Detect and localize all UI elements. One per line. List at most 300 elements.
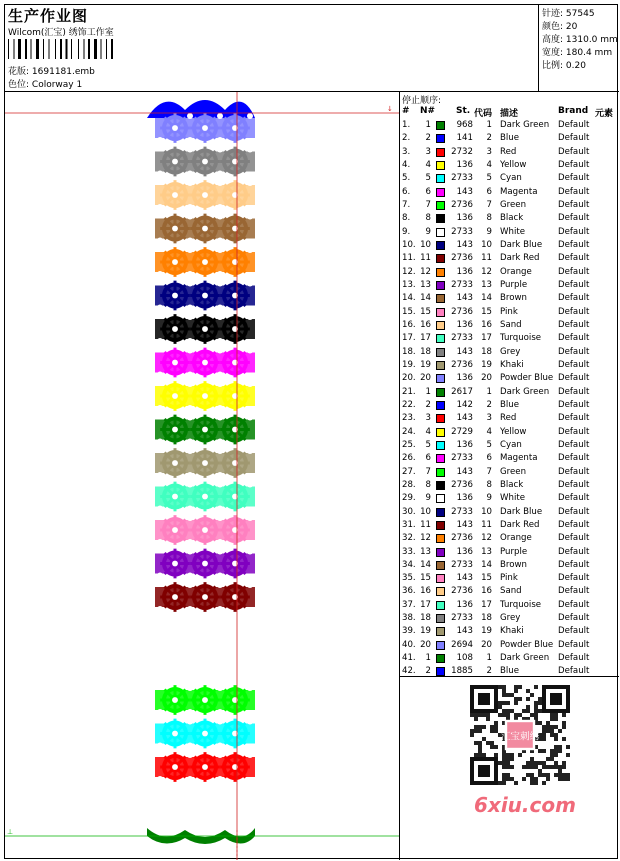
color-swatch-icon [436,174,445,183]
color-swatch-icon [436,587,445,596]
row-code: 20 [481,639,492,650]
row-stitches: 143 [456,626,473,637]
row-code: 9 [486,493,492,504]
row-description: Dark Red [500,253,540,264]
svg-text:汇宝刺绣: 汇宝刺绣 [500,731,540,743]
col-code: 代码 [474,109,493,119]
color-swatch-icon [436,521,445,530]
design-preview [5,91,400,860]
row-code: 15 [481,573,492,584]
motif-band [155,482,255,512]
table-row [400,332,619,345]
color-swatch-icon [436,414,445,423]
row-needle: 20 [420,373,431,384]
row-code: 12 [481,266,492,277]
row-stitches: 108 [456,653,473,664]
row-seq: 37. [402,599,416,610]
row-description: Grey [500,346,521,357]
row-brand: Default [558,426,590,437]
row-code: 16 [481,319,492,330]
row-stitches: 143 [456,239,473,250]
row-seq: 39. [402,626,416,637]
table-row [400,572,619,585]
table-row [400,119,619,132]
row-seq: 1. [402,120,411,130]
row-brand: Default [558,453,590,464]
row-seq: 38. [402,613,416,624]
row-seq: 21. [402,386,416,397]
row-seq: 7. [402,199,411,210]
color-swatch-icon [436,388,445,397]
svg-text:⊥: ⊥ [7,828,14,836]
row-stitches: 2729 [451,426,473,437]
row-stitches: 143 [456,466,473,477]
row-needle: 12 [420,533,431,544]
table-row [400,172,619,185]
row-seq: 12. [402,266,416,277]
row-stitches: 136 [456,213,473,224]
table-row [400,479,619,492]
row-code: 9 [486,226,492,237]
col-stitches: St. [456,106,471,116]
row-brand: Default [558,506,590,517]
row-brand: Default [558,279,590,290]
row-description: White [500,493,525,504]
row-needle: 1 [425,653,431,664]
row-brand: Default [558,253,590,264]
row-description: Black [500,213,524,224]
row-needle: 6 [425,453,431,464]
row-needle: 19 [420,359,431,370]
table-row [400,359,619,372]
table-row [400,519,619,532]
row-code: 8 [486,479,492,490]
row-code: 4 [486,159,492,170]
row-brand: Default [558,146,590,157]
row-seq: 29. [402,493,416,504]
motif-band [155,582,255,612]
row-stitches: 2694 [451,639,473,650]
row-needle: 5 [425,173,431,184]
row-code: 18 [481,613,492,624]
row-needle: 15 [420,306,431,317]
row-seq: 19. [402,359,416,370]
row-brand: Default [558,293,590,304]
color-swatch-icon [436,188,445,197]
motif-band [155,685,255,715]
embroidery-preview-icon [5,92,400,860]
row-needle: 14 [420,293,431,304]
row-description: Red [500,146,517,157]
table-row [400,546,619,559]
row-brand: Default [558,319,590,330]
row-seq: 11. [402,253,416,264]
row-needle: 9 [425,226,431,237]
row-stitches: 143 [456,346,473,357]
row-brand: Default [558,213,590,224]
motif-band [155,214,255,244]
row-stitches: 2736 [451,306,473,317]
row-stitches: 136 [456,159,473,170]
color-swatch-icon [436,134,445,143]
table-row [400,212,619,225]
row-code: 10 [481,239,492,250]
col-brand: Brand [558,106,589,116]
color-swatch-icon [436,454,445,463]
table-row [400,266,619,279]
table-row [400,226,619,239]
row-seq: 33. [402,546,416,557]
row-needle: 15 [420,573,431,584]
row-needle: 17 [420,333,431,344]
table-row [400,146,619,159]
color-swatch-icon [436,321,445,330]
row-seq: 13. [402,279,416,290]
row-description: Khaki [500,626,524,637]
row-seq: 5. [402,173,411,184]
row-needle: 16 [420,319,431,330]
motif-band [155,348,255,378]
row-brand: Default [558,599,590,610]
color-swatch-icon [436,614,445,623]
row-code: 14 [481,559,492,570]
motif-band [155,147,255,177]
row-brand: Default [558,613,590,624]
row-stitches: 143 [456,413,473,424]
row-description: Brown [500,293,527,304]
row-code: 8 [486,213,492,224]
table-row [400,492,619,505]
row-description: Dark Green [500,653,550,664]
row-stitches: 2733 [451,226,473,237]
table-body [400,119,619,679]
row-stitches: 2733 [451,279,473,290]
row-needle: 12 [420,266,431,277]
table-row [400,639,619,652]
table-row [400,532,619,545]
company-name: Wilcom(汇宝) 绣饰工作室 [8,28,114,38]
row-needle: 8 [425,479,431,490]
row-description: Turquoise [500,599,542,610]
row-description: Cyan [500,173,522,184]
row-code: 13 [481,546,492,557]
row-stitches: 2736 [451,253,473,264]
row-brand: Default [558,639,590,650]
row-description: Sand [500,586,522,597]
table-header [400,106,619,118]
row-description: Powder Blue [500,639,554,650]
row-description: Dark Red [500,519,540,530]
row-needle: 10 [420,239,431,250]
row-seq: 28. [402,479,416,490]
header [5,5,538,91]
row-needle: 5 [425,439,431,450]
row-description: Blue [500,399,520,410]
color-swatch-icon [436,348,445,357]
row-code: 12 [481,533,492,544]
table-row [400,452,619,465]
color-swatch-icon [436,561,445,570]
motif-band [155,752,255,782]
row-code: 13 [481,279,492,290]
row-code: 20 [481,373,492,384]
row-code: 6 [486,453,492,464]
row-code: 19 [481,359,492,370]
row-seq: 26. [402,453,416,464]
row-needle: 2 [425,133,431,144]
row-code: 7 [486,466,492,477]
motif-band [147,100,255,118]
row-description: Sand [500,319,522,330]
row-stitches: 136 [456,493,473,504]
row-brand: Default [558,186,590,197]
watermark: 6xiu.com [474,793,576,817]
design-name [8,64,95,77]
row-stitches: 2736 [451,533,473,544]
row-seq: 23. [402,413,416,424]
row-needle: 6 [425,186,431,197]
production-worksheet [4,4,618,859]
svg-text:↓: ↓ [387,105,393,113]
motif-band [155,180,255,210]
table-row [400,346,619,359]
row-description: Blue [500,133,520,144]
row-needle: 8 [425,213,431,224]
row-stitches: 141 [456,133,473,144]
color-swatch-icon [436,641,445,650]
row-code: 3 [486,146,492,157]
table-row [400,426,619,439]
motif-band [155,381,255,411]
row-code: 17 [481,333,492,344]
row-brand: Default [558,413,590,424]
table-row [400,199,619,212]
row-code: 2 [486,399,492,410]
row-code: 2 [486,133,492,144]
row-stitches: 2733 [451,333,473,344]
color-swatch-icon [436,201,445,210]
row-needle: 11 [420,253,431,264]
table-row [400,279,619,292]
table-row [400,412,619,425]
row-brand: Default [558,546,590,557]
color-swatch-icon [436,294,445,303]
color-swatch-icon [436,268,445,277]
color-swatch-icon [436,148,445,157]
color-swatch-icon [436,627,445,636]
table-row [400,132,619,145]
color-swatch-icon [436,214,445,223]
row-code: 2 [486,666,492,677]
color-swatch-icon [436,121,445,130]
row-seq: 18. [402,346,416,357]
row-seq: 16. [402,319,416,330]
row-code: 1 [486,386,492,397]
table-row [400,292,619,305]
color-swatch-icon [436,481,445,490]
row-stitches: 2733 [451,506,473,517]
row-description: Green [500,199,527,210]
color-swatch-icon [436,574,445,583]
row-code: 1 [486,120,492,130]
color-swatch-icon [436,601,445,610]
table-row [400,612,619,625]
row-stitches: 2733 [451,173,473,184]
row-description: Yellow [500,426,527,437]
table-row [400,599,619,612]
row-description: Blue [500,666,520,677]
row-seq: 4. [402,159,411,170]
row-brand: Default [558,626,590,637]
row-description: Dark Green [500,120,550,130]
qr-area [400,676,619,860]
row-stitches: 2732 [451,146,473,157]
row-code: 11 [481,519,492,530]
color-swatch-icon [436,468,445,477]
row-description: Turquoise [500,333,542,344]
row-needle: 3 [425,413,431,424]
row-brand: Default [558,346,590,357]
table-row [400,319,619,332]
row-needle: 2 [425,666,431,677]
row-seq: 6. [402,186,411,197]
row-description: Red [500,413,517,424]
row-brand: Default [558,666,590,677]
row-seq: 36. [402,586,416,597]
row-needle: 1 [425,120,431,130]
row-stitches: 143 [456,293,473,304]
row-stitches: 143 [456,573,473,584]
table-row [400,439,619,452]
color-swatch-icon [436,548,445,557]
row-description: Purple [500,279,528,290]
stop-sequence-title: 停止顺序: [402,96,442,106]
row-description: Dark Blue [500,506,543,517]
row-description: Powder Blue [500,373,554,384]
stop-sequence-table [400,91,619,676]
table-row [400,585,619,598]
row-stitches: 136 [456,439,473,450]
row-code: 7 [486,199,492,210]
row-code: 11 [481,253,492,264]
row-description: Magenta [500,453,538,464]
row-code: 16 [481,586,492,597]
row-brand: Default [558,159,590,170]
row-brand: Default [558,439,590,450]
row-seq: 9. [402,226,411,237]
motif-band [155,415,255,445]
row-description: Black [500,479,524,490]
design-stats [538,5,619,91]
row-needle: 2 [425,399,431,410]
color-swatch-icon [436,308,445,317]
row-stitches: 2736 [451,586,473,597]
row-seq: 8. [402,213,411,224]
color-swatch-icon [436,428,445,437]
row-description: Grey [500,613,521,624]
row-needle: 9 [425,493,431,504]
row-needle: 18 [420,346,431,357]
row-brand: Default [558,653,590,664]
row-stitches: 136 [456,373,473,384]
row-code: 5 [486,173,492,184]
table-row [400,399,619,412]
row-code: 14 [481,293,492,304]
row-stitches: 143 [456,519,473,530]
row-code: 17 [481,599,492,610]
row-code: 6 [486,186,492,197]
row-description: Dark Green [500,386,550,397]
design-value: 1691181.emb [31,67,95,77]
row-description: Brown [500,559,527,570]
colorway [8,77,82,90]
color-swatch-icon [436,281,445,290]
color-swatch-icon [436,401,445,410]
table-row [400,625,619,638]
row-brand: Default [558,479,590,490]
motif-band [155,448,255,478]
row-brand: Default [558,239,590,250]
row-seq: 27. [402,466,416,477]
row-code: 10 [481,506,492,517]
table-row [400,386,619,399]
stat-colors: 颜色: 20 [542,22,578,32]
row-needle: 10 [420,506,431,517]
row-code: 5 [486,439,492,450]
row-seq: 34. [402,559,416,570]
row-description: Cyan [500,439,522,450]
row-seq: 15. [402,306,416,317]
row-seq: 25. [402,439,416,450]
qr-code-icon [470,685,570,785]
row-needle: 19 [420,626,431,637]
col-desc: 描述 [500,109,519,119]
row-stitches: 136 [456,266,473,277]
color-swatch-icon [436,534,445,543]
stat-scale: 比例: 0.20 [542,61,586,71]
row-brand: Default [558,559,590,570]
table-row [400,372,619,385]
row-stitches: 136 [456,599,473,610]
row-seq: 10. [402,239,416,250]
col-num: N# [420,106,436,116]
table-row [400,186,619,199]
row-needle: 3 [425,146,431,157]
table-row [400,239,619,252]
row-needle: 17 [420,599,431,610]
col-seq: # [402,106,410,116]
row-code: 1 [486,653,492,664]
col-element: 元素 [595,109,614,119]
table-row [400,652,619,665]
row-needle: 11 [420,519,431,530]
row-description: Khaki [500,359,524,370]
row-brand: Default [558,359,590,370]
row-description: Green [500,466,527,477]
row-stitches: 143 [456,186,473,197]
row-seq: 24. [402,426,416,437]
row-brand: Default [558,173,590,184]
row-code: 15 [481,306,492,317]
row-brand: Default [558,306,590,317]
color-swatch-icon [436,441,445,450]
motif-band [155,719,255,749]
table-row [400,559,619,572]
row-seq: 14. [402,293,416,304]
motif-band [155,113,255,143]
row-brand: Default [558,266,590,277]
row-brand: Default [558,573,590,584]
